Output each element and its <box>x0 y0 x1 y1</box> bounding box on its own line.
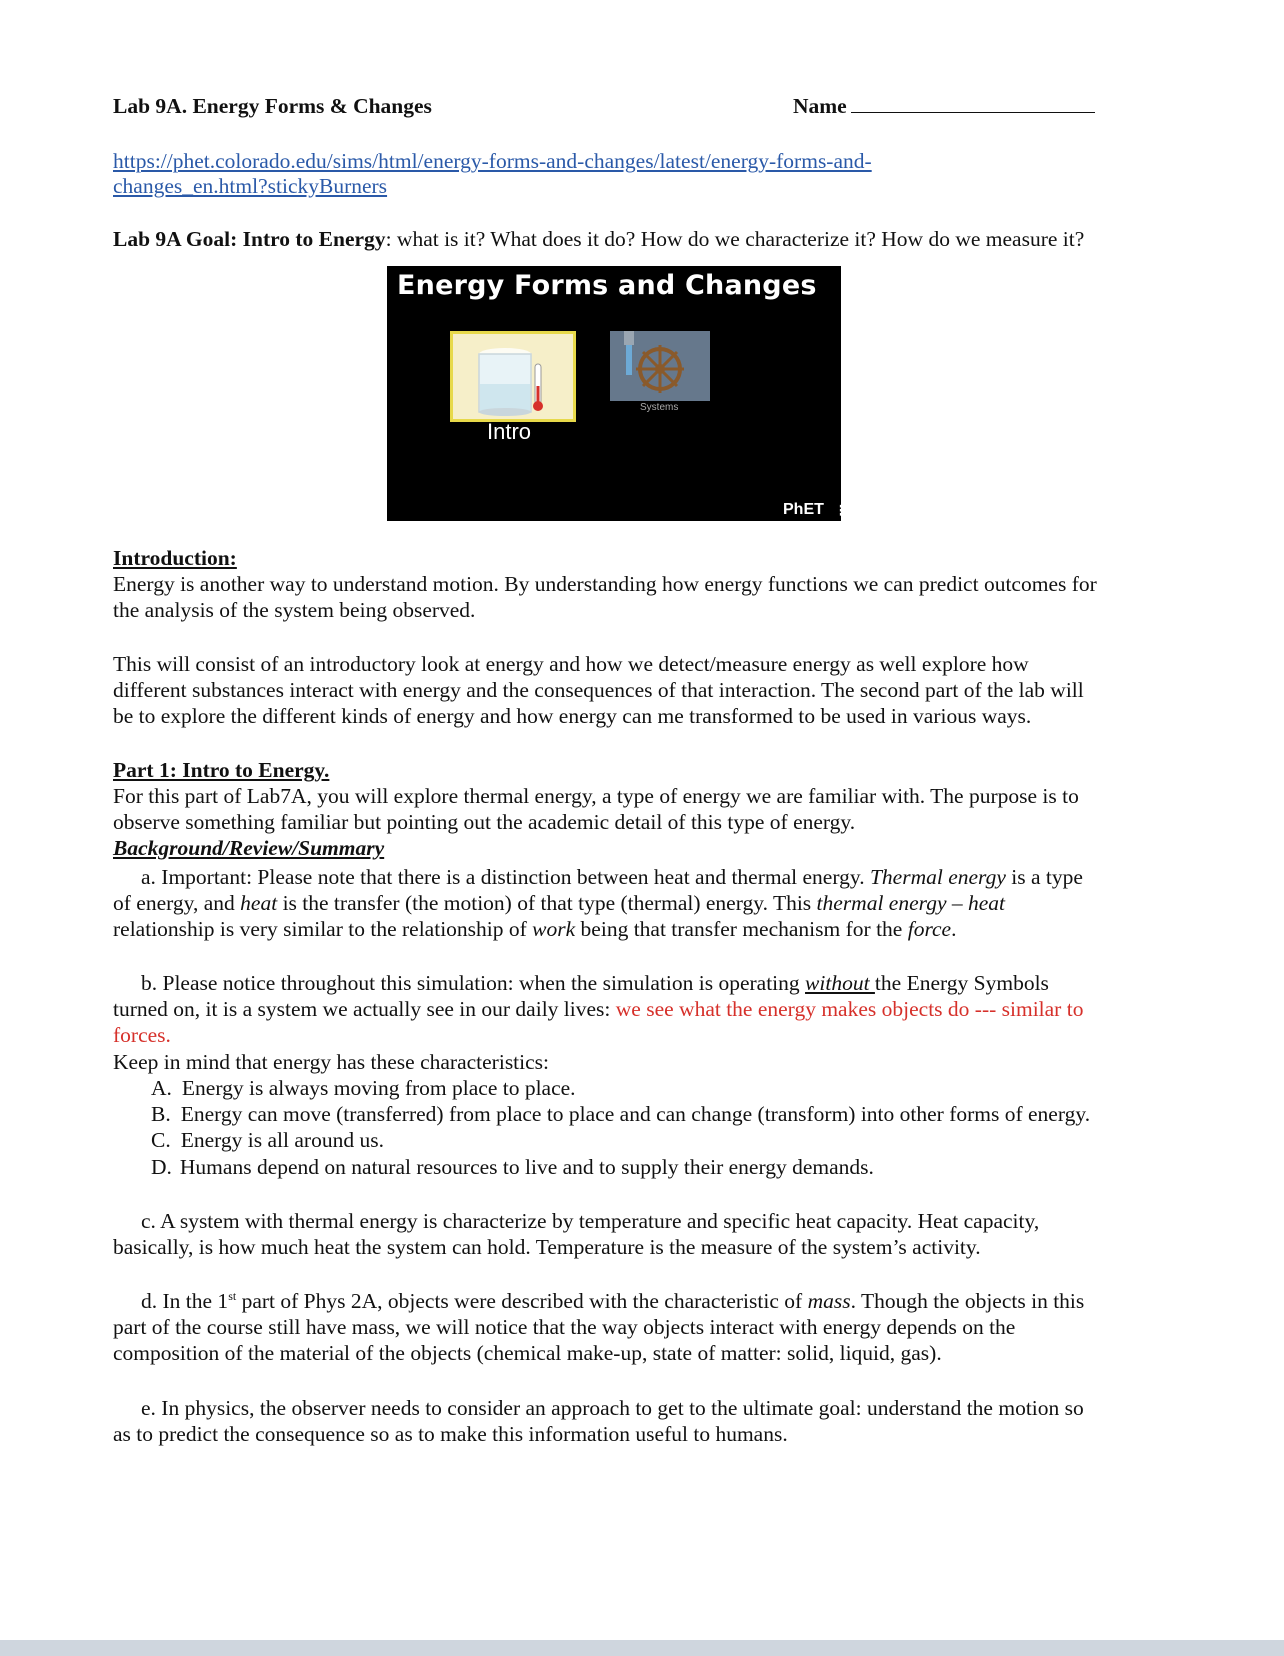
list-item: B. Energy can move (transferred) from place to place and can change (transform) into other forms of energy. <box>151 1102 1091 1126</box>
item-c-line: basically, is how much heat the system can hold. Temperature is the measure of the system’s activity. <box>113 1235 981 1259</box>
intro-p1-line: Energy is another way to understand motion. By understanding how energy functions we can predict outcomes for <box>113 572 1097 596</box>
sim-title: Energy Forms and Changes <box>397 270 817 301</box>
item-b-line: b. Please notice throughout this simulation: when the simulation is operating without the Energy Symbols <box>141 971 1049 995</box>
part1-line: For this part of Lab7A, you will explore thermal energy, a type of energy we are familiar with. The purpose is to <box>113 784 1079 808</box>
name-blank-line[interactable] <box>851 94 1095 113</box>
item-a-line: relationship is very similar to the relationship of work being that transfer mechanism for the force. <box>113 917 957 941</box>
simulation-screenshot[interactable] <box>387 266 848 521</box>
part1-line: observe something familiar but pointing out the academic detail of this type of energy. <box>113 810 856 834</box>
list-item: A. Energy is always moving from place to place. <box>151 1076 576 1100</box>
intro-p1-line: the analysis of the system being observed. <box>113 598 476 622</box>
name-label: Name <box>793 94 847 118</box>
item-d-line: part of the course still have mass, we will notice that the way objects interact with energy depends on the <box>113 1315 1016 1339</box>
lab-goal <box>113 226 1084 253</box>
item-a-line: a. Important: Please note that there is a distinction between heat and thermal energy. Thermal energy is a type <box>141 865 1083 889</box>
item-c-line: c. A system with thermal energy is characterize by temperature and specific heat capacity. Heat capacity, <box>141 1209 1040 1233</box>
item-d-line: d. In the 1st part of Phys 2A, objects were described with the characteristic of mass. Though the objects in this <box>141 1288 1085 1313</box>
intro-p2-line: be to explore the different kinds of energy and how energy can me transformed to be used in various ways. <box>113 704 1032 728</box>
part1-heading: Part 1: Intro to Energy. <box>113 758 330 782</box>
water-wheel-icon <box>610 331 710 401</box>
item-d-line: composition of the material of the objects (chemical make-up, state of matter: solid, liquid, gas). <box>113 1341 942 1365</box>
item-e-line: as to predict the consequence so as to make this information useful to humans. <box>113 1422 788 1446</box>
intro-p2-line: This will consist of an introductory look at energy and how we detect/measure energy as well explore how <box>113 652 1029 676</box>
name-field[interactable] <box>793 93 1095 120</box>
systems-label: Systems <box>640 402 679 413</box>
menu-icon[interactable]: ⋮ <box>834 503 848 519</box>
phet-link-line1[interactable]: https://phet.colorado.edu/sims/html/energy-forms-and-changes/latest/energy-forms-and- <box>113 149 872 173</box>
list-item: D. Humans depend on natural resources to live and to supply their energy demands. <box>151 1155 874 1179</box>
phet-link-line2[interactable]: changes_en.html?stickyBurners <box>113 174 388 198</box>
background-heading: Background/Review/Summary <box>113 836 385 860</box>
introduction-heading: Introduction: <box>113 546 237 570</box>
item-e-line: e. In physics, the observer needs to consider an approach to get to the ultimate goal: understand the motion so <box>141 1396 1084 1420</box>
goal-bold: Lab 9A Goal: Intro to Energy <box>113 227 386 251</box>
intro-screen-thumbnail[interactable] <box>450 331 576 422</box>
systems-screen-thumbnail[interactable] <box>610 331 710 401</box>
list-item: C. Energy is all around us. <box>151 1128 384 1152</box>
characteristics-intro: Keep in mind that energy has these characteristics: <box>113 1050 550 1074</box>
intro-label: Intro <box>487 419 532 444</box>
beaker-thermometer-icon <box>453 334 573 419</box>
item-b-line: turned on, it is a system we actually see in our daily lives: we see what the energy makes objects do --- similar to <box>113 997 1084 1021</box>
lab-title: Lab 9A. Energy Forms & Changes <box>113 94 432 118</box>
intro-p2-line: different substances interact with energy and the consequences of that interaction. The second part of the lab will <box>113 678 1084 702</box>
goal-text: : what is it? What does it do? How do we characterize it? How do we measure it? <box>385 227 1085 251</box>
item-a-line: of energy, and heat is the transfer (the motion) of that type (thermal) energy. This thermal energy – heat <box>113 891 1006 915</box>
bottom-scrollbar-track[interactable] <box>0 1640 1284 1656</box>
item-b-line: forces. <box>113 1023 171 1047</box>
phet-logo: PhET <box>783 501 824 518</box>
